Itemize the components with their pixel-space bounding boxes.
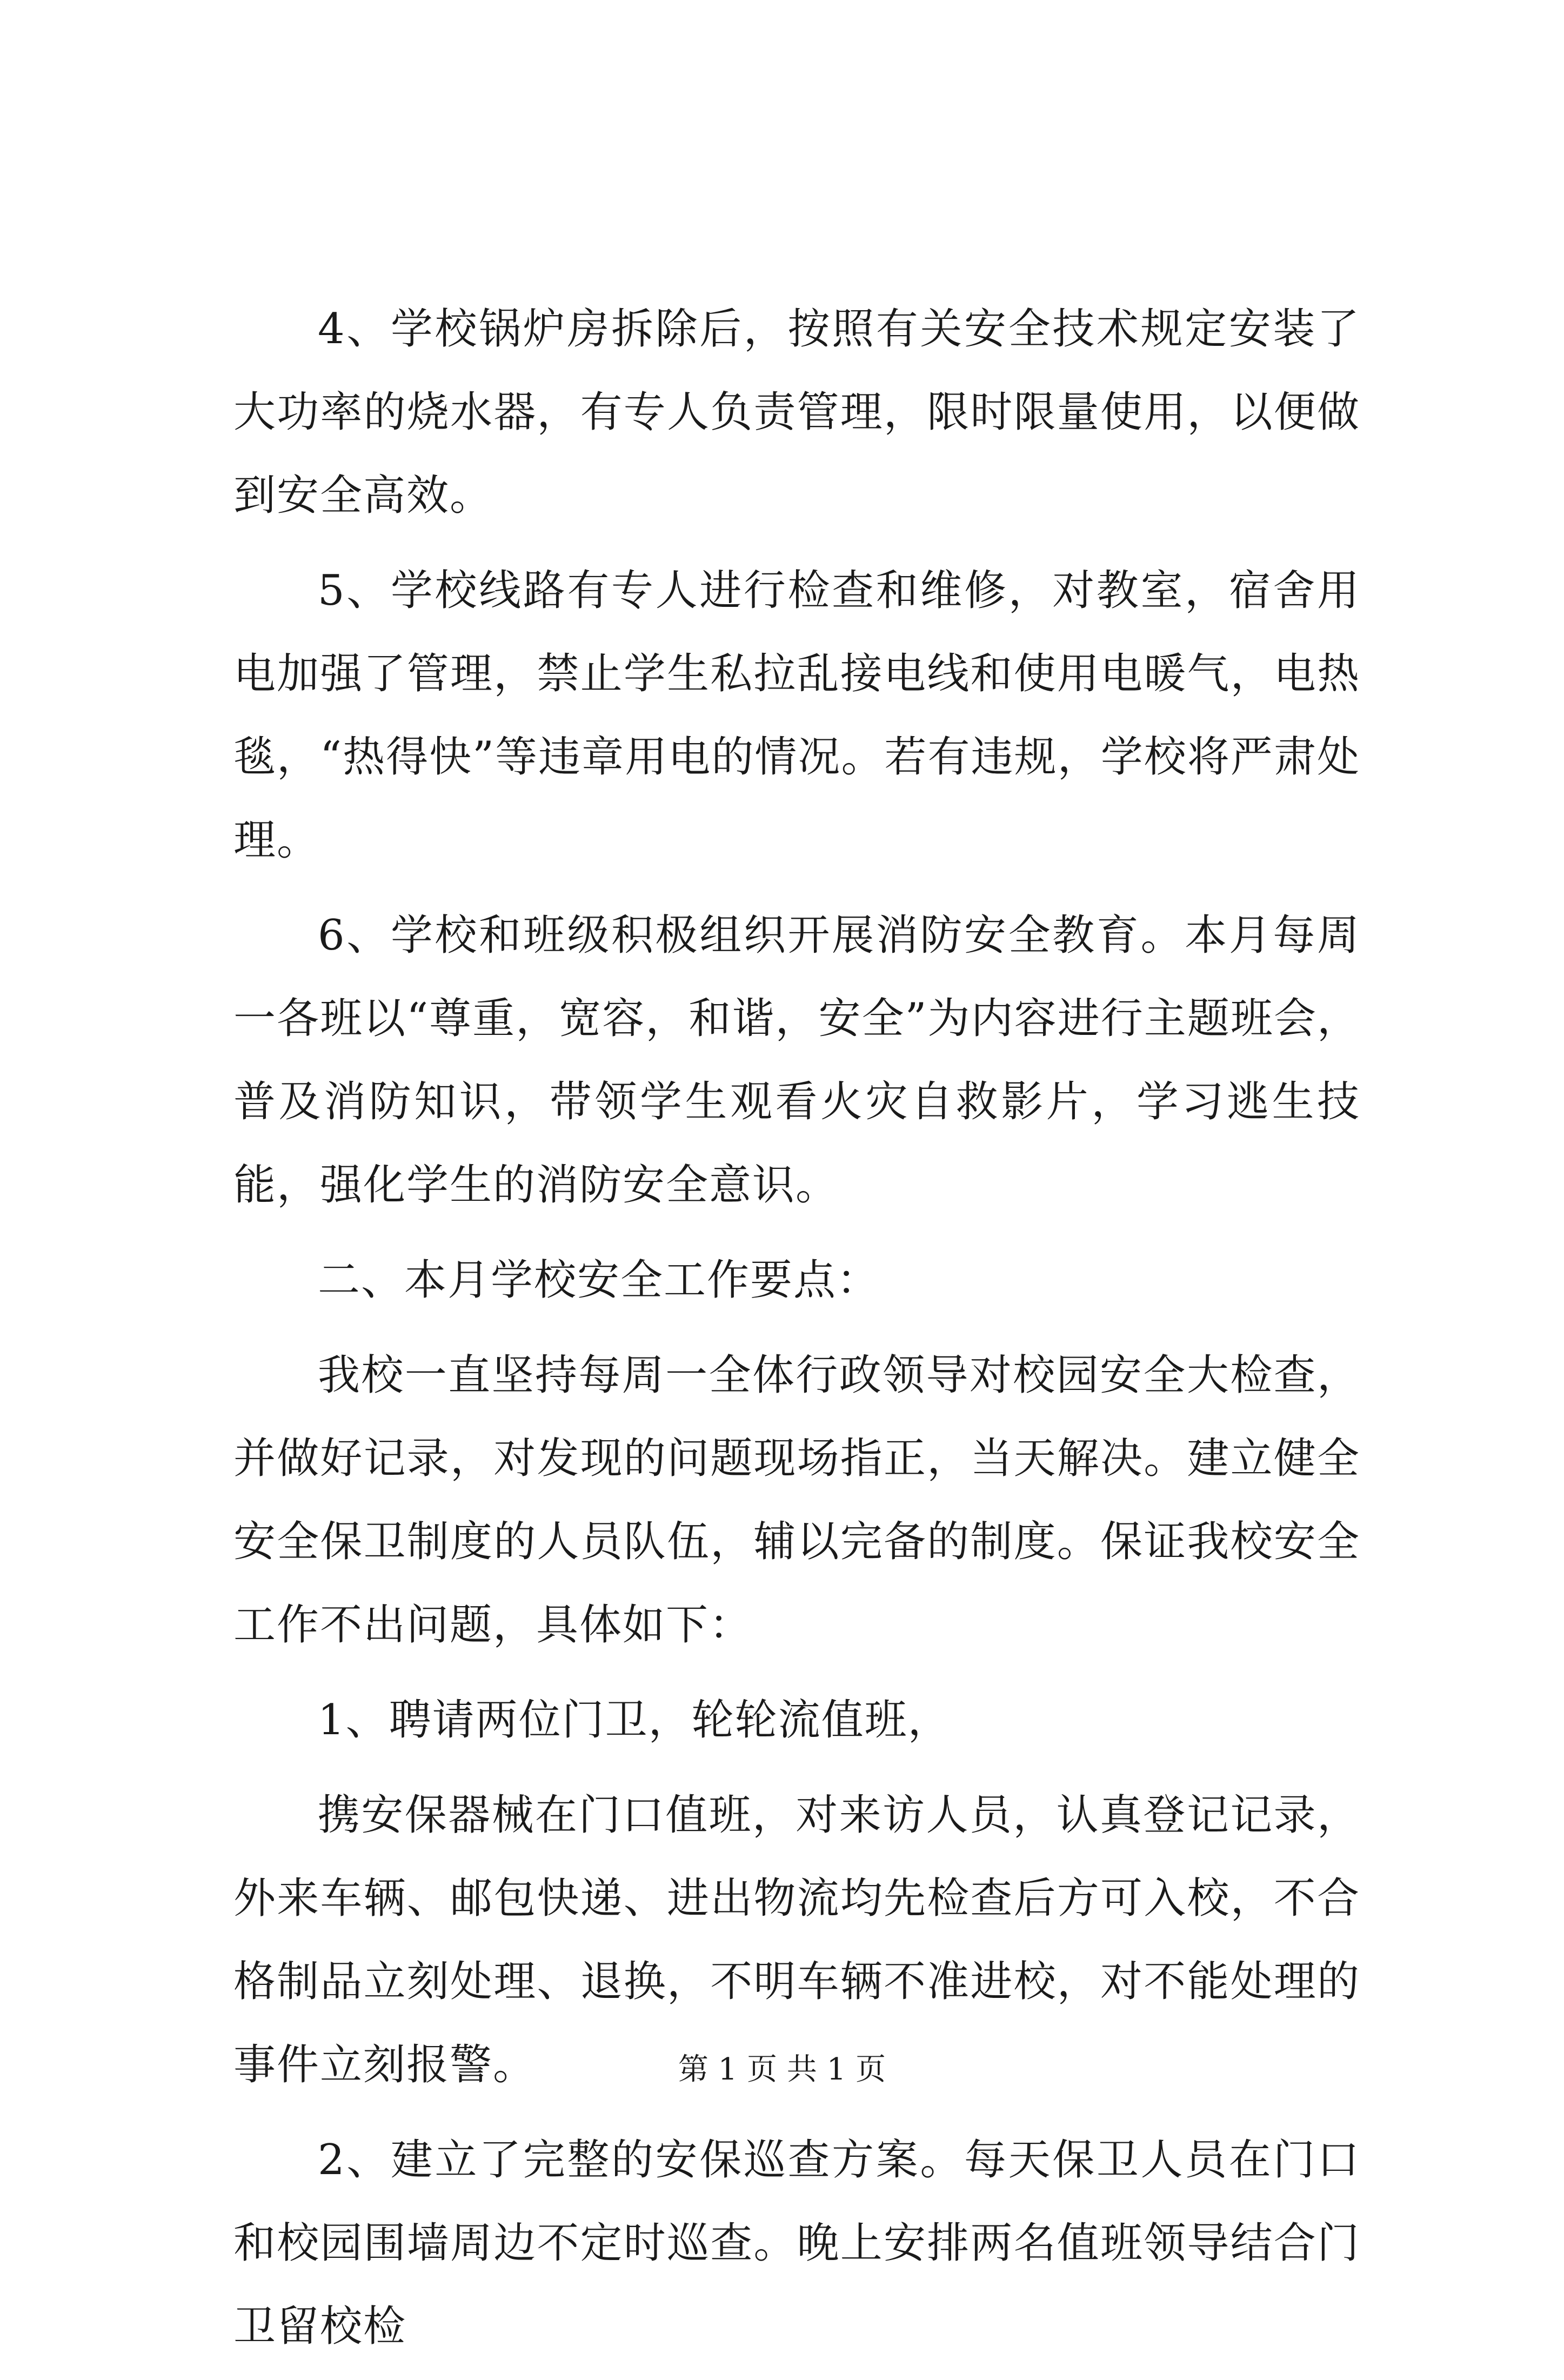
paragraph: 5、学校线路有专人进行检查和维修，对教室，宿舍用电加强了管理，禁止学生私拉乱接电线和使用电暖气，电热毯，“热得快”等违章用电的情况。若有违规，学校将严肃处理。: [233, 566, 1360, 865]
section-heading: 二、本月学校安全工作要点：: [318, 1256, 880, 1305]
page-footer: 第 1 页 共 1 页: [678, 2052, 886, 2087]
list-item: 1、聘请两位门卫，轮轮流值班，: [318, 1696, 951, 1744]
paragraph: 我校一直坚持每周一全体行政领导对校园安全大检查，并做好记录，对发现的问题现场指正，当天解决。建立健全安全保卫制度的人员队伍，辅以完备的制度。保证我校安全工作不出问题，具体如下：: [233, 1351, 1360, 1649]
paragraph: 携安保器械在门口值班，对来访人员，认真登记记录，外来车辆、邮包快递、进出物流均先检查后方可入校，不合格制品立刻处理、退换，不明车辆不准进校，对不能处理的事件立刻报警。: [233, 1791, 1360, 2089]
paragraph: 6、学校和班级积极组织开展消防安全教育。本月每周一各班以“尊重，宽容，和谐，安全”为内容进行主题班会，普及消防知识，带领学生观看火灾自救影片，学习逃生技能，强化学生的消防安全意识。: [233, 911, 1360, 1209]
list-item: 2、建立了完整的安保巡查方案。每天保卫人员在门口和校园围墙周边不定时巡查。晚上安排两名值班领导结合门卫留校检: [233, 2136, 1360, 2351]
paragraph: 4、学校锅炉房拆除后，按照有关安全技术规定安装了大功率的烧水器，有专人负责管理，限时限量使用，以便做到安全高效。: [233, 305, 1360, 520]
